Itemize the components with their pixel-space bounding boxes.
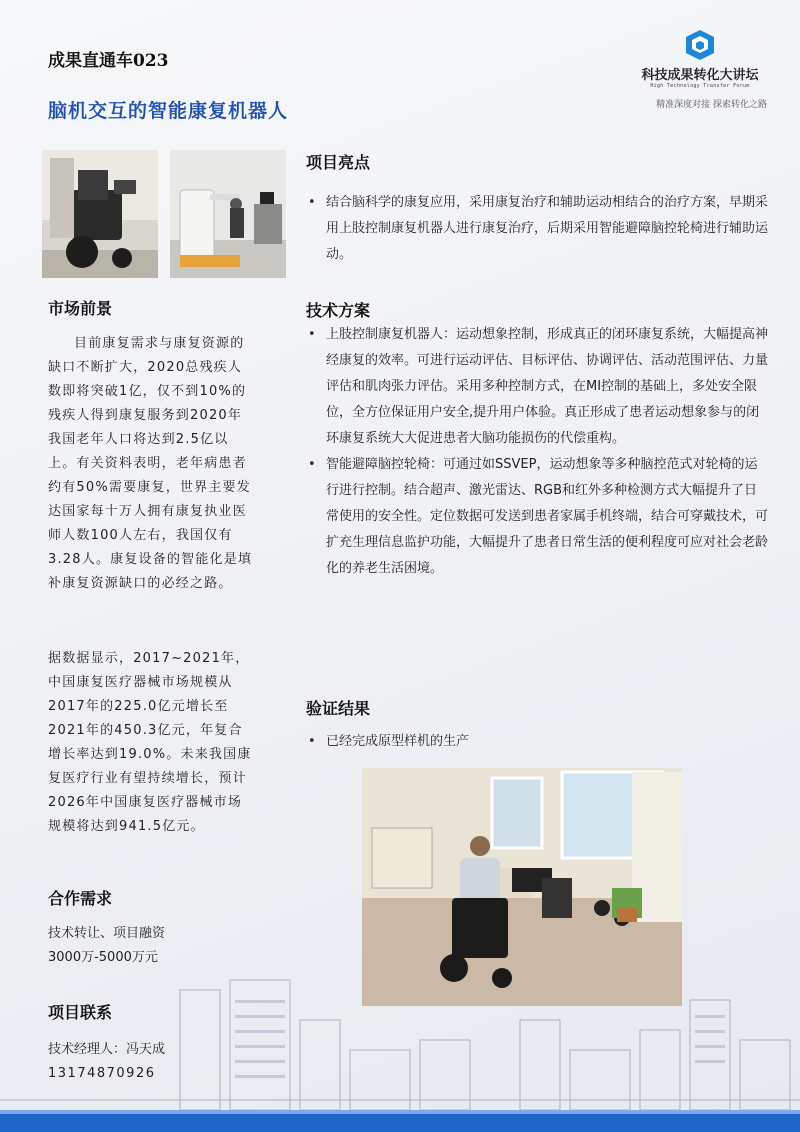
robot-photo-wheelchair <box>42 150 158 278</box>
footer-bar <box>0 1114 800 1132</box>
contact-manager: 技术经理人：冯天成 <box>48 1042 166 1057</box>
highlights-heading: 项目亮点 <box>306 153 371 172</box>
verification-heading: 验证结果 <box>306 699 371 718</box>
forum-logo <box>625 28 775 110</box>
contact-phone: 13174870926 <box>48 1066 156 1081</box>
logo-subtitle: High Technology Transfer Forum <box>650 83 750 89</box>
tech-list <box>306 322 768 582</box>
logo-slogan: 精准深度对接 探索转化之路 <box>656 100 767 110</box>
tech-heading: 技术方案 <box>306 301 371 320</box>
cooperation-heading: 合作需求 <box>48 889 113 908</box>
verification-item: • 已经完成原型样机的生产 <box>306 730 768 754</box>
market-paragraph-1: 目前康复需求与康复资源的缺口不断扩大，2020总残疾人数即将突破1亿，仅不到10%的残疾人得到康复服务到2020年我国老年人口将达到2.5亿以上。有关资料表明，老年病患者约有50%需要康复，世界主要发达国家每十万人拥有康复执业医师人数100人左右，我国仅有3.28人。康复设备的智能化是填补康复资源缺口的必经之路。 <box>48 336 253 591</box>
highlights-list <box>306 190 768 268</box>
series-label: 成果直通车023 <box>48 51 169 71</box>
cooperation-type: 技术转让、项目融资 <box>48 926 166 941</box>
market-paragraph-2: 据数据显示，2017~2021年，中国康复医疗器械市场规模从2017年的225.0亿元增长至2021年的450.3亿元，年复合增长率达到19.0%。未来我国康复医疗行业有望持续增长，预计2026年中国康复医疗器械市场规模将达到941.5亿元。 <box>48 651 252 834</box>
logo-name: 科技成果转化大讲坛 <box>641 68 759 83</box>
cooperation-amount: 3000万-5000万元 <box>48 950 158 965</box>
tech-item-wheelchair: • 智能避障脑控轮椅：可通过如SSVEP，运动想象等多种脑控范式对轮椅的运行进行控制。结合超声、激光雷达、RGB和红外多种检测方式大幅提升了日常使用的安全性。定位数据可发送到患者家属手机终端，结合可穿戴技术，可扩充生理信息监护功能，大幅提升了患者日常生活的便利程度可应对社会老龄化的养老生活困境。 <box>306 452 768 582</box>
robot-photo-arm <box>170 150 286 278</box>
verification-list <box>306 730 768 754</box>
contact-heading: 项目联系 <box>48 1003 113 1022</box>
cube-logo-icon <box>683 28 717 62</box>
skyline-decoration <box>0 960 800 1110</box>
tech-item-arm-robot: • 上肢控制康复机器人：运动想象控制，形成真正的闭环康复系统，大幅提高神经康复的效率。可进行运动评估、目标评估、协调评估、活动范围评估、力量评估和肌肉张力评估。采用多种控制方式，在MI控制的基础上，多处安全限位，全方位保证用户安全,提升用户体验。真正形成了患者运动想象参与的闭环康复系统大大促进患者大脑功能损伤的代偿重构。 <box>306 322 768 452</box>
market-heading: 市场前景 <box>48 299 113 318</box>
page-title: 脑机交互的智能康复机器人 <box>48 100 289 122</box>
highlight-item: • 结合脑科学的康复应用，采用康复治疗和辅助运动相结合的治疗方案，早期采用上肢控制康复机器人进行康复治疗，后期采用智能避障脑控轮椅进行辅助运动。 <box>306 190 768 268</box>
